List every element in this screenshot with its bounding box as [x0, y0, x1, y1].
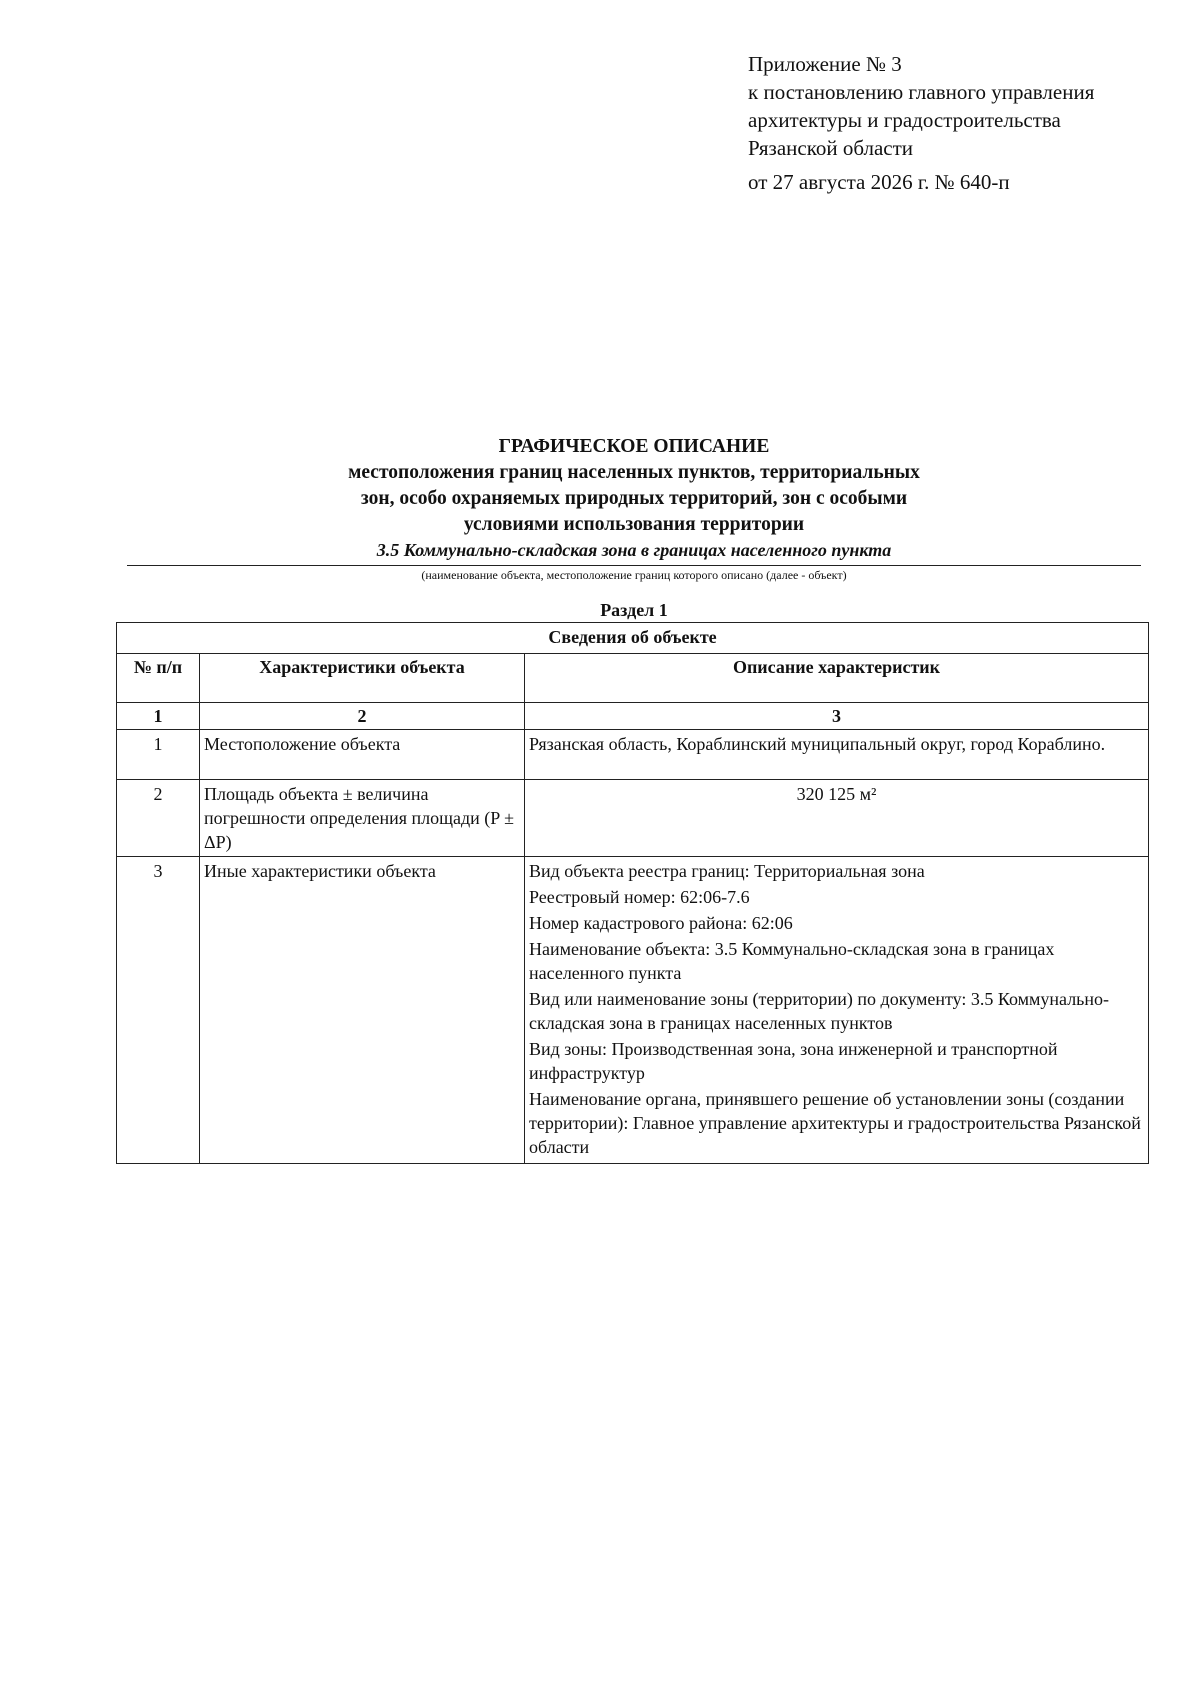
row-index: 1 [117, 730, 200, 780]
table-caption-row [117, 623, 1149, 654]
table-row [117, 730, 1149, 780]
table-row [117, 857, 1149, 1164]
title-line: условиями использования территории [463, 514, 805, 535]
title-line: местоположения границ населенных пунктов, территориальных [348, 462, 920, 483]
row-description [525, 780, 1149, 857]
object-info-table [116, 622, 1149, 1164]
object-name-note: (наименование объекта, местоположение границ которого описано (далее - объект) [421, 568, 847, 582]
column-number: 2 [200, 703, 525, 730]
section-title: Раздел 1 [600, 600, 668, 620]
description-line: Рязанская область, Кораблинский муниципальный округ, город Кораблино. [529, 734, 1106, 754]
appendix-date: от 27 августа 2026 г. № 640-п [748, 170, 1010, 194]
row-characteristic: Иные характеристики объекта [200, 857, 525, 1164]
description-line: Номер кадастрового района: 62:06 [529, 913, 793, 933]
table-header-row [117, 654, 1149, 703]
header-number: № п/п [117, 654, 200, 703]
description-line: Наименование органа, принявшего решение об установлении зоны (создании территории): Главное управление архитектуры и градостроительства Рязанской области [529, 1089, 1141, 1157]
description-line: Наименование объекта: 3.5 Коммунально-складская зона в границах населенного пункта [529, 939, 1055, 983]
row-index: 2 [117, 780, 200, 857]
appendix-line: Приложение № 3 [748, 52, 902, 76]
title-line: зон, особо охраняемых природных территорий, зон с особыми [360, 488, 908, 509]
description-line: Реестровый номер: 62:06-7.6 [529, 887, 750, 907]
column-number-row [117, 703, 1149, 730]
header-characteristics: Характеристики объекта [200, 654, 525, 703]
table-caption: Сведения об объекте [117, 623, 1149, 654]
row-description [525, 857, 1149, 1164]
row-characteristic: Местоположение объекта [200, 730, 525, 780]
object-name: 3.5 Коммунально-складская зона в границах населенного пункта [376, 540, 892, 560]
row-characteristic: Площадь объекта ± величина погрешности определения площади (P ± ΔP) [200, 780, 525, 857]
appendix-line: к постановлению главного управления [748, 80, 1095, 104]
title-underline [127, 565, 1141, 566]
table-row [117, 780, 1149, 857]
row-index: 3 [117, 857, 200, 1164]
description-line: Вид или наименование зоны (территории) по документу: 3.5 Коммунально-складская зона в границах населенных пунктов [529, 989, 1110, 1033]
appendix-line: архитектуры и градостроительства [748, 108, 1061, 132]
document-title [128, 434, 1140, 562]
header-description: Описание характеристик [525, 654, 1149, 703]
row-description [525, 730, 1149, 780]
appendix-header [748, 50, 1168, 196]
description-line: Вид объекта реестра границ: Территориальная зона [529, 861, 925, 881]
appendix-line: Рязанской области [748, 136, 914, 160]
column-number: 1 [117, 703, 200, 730]
column-number: 3 [525, 703, 1149, 730]
description-line: Вид зоны: Производственная зона, зона инженерной и транспортной инфраструктур [529, 1039, 1058, 1083]
title-line: ГРАФИЧЕСКОЕ ОПИСАНИЕ [498, 436, 770, 457]
area-value: 320 125 м² [796, 784, 877, 804]
